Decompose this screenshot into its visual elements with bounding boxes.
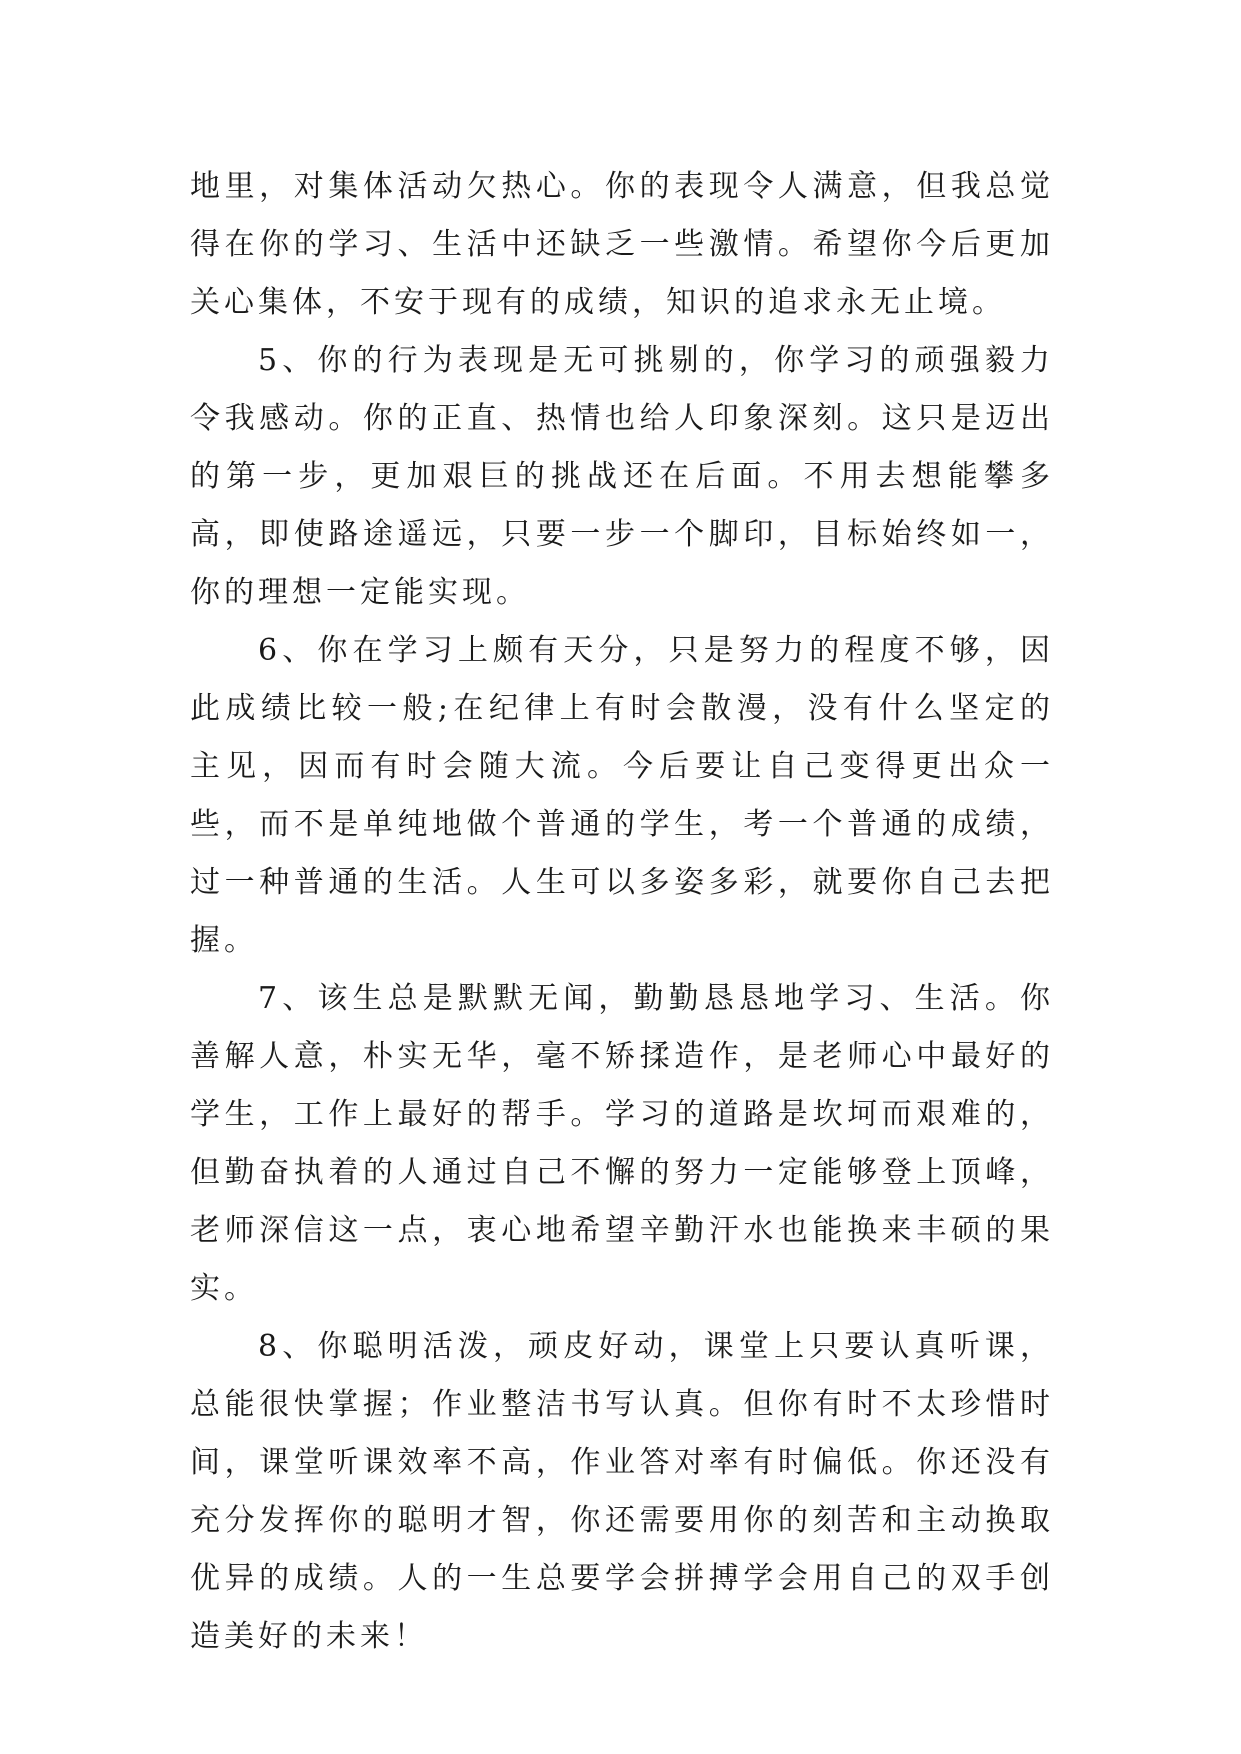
- paragraph-comment-7: 7、该生总是默默无闻，勤勤恳恳地学习、生活。你善解人意，朴实无华，毫不矫揉造作，是老师心中最好的学生，工作上最好的帮手。学习的道路是坎坷而艰难的，但勤奋执着的人通过自己不懈的努力一定能够登上顶峰，老师深信这一点，衷心地希望辛勤汗水也能换来丰硕的果实。: [190, 981, 1054, 1306]
- paragraph-continued: 地里，对集体活动欠热心。你的表现令人满意，但我总觉得在你的学习、生活中还缺乏一些激情。希望你今后更加关心集体，不安于现有的成绩，知识的追求永无止境。: [190, 169, 1054, 320]
- document-body: [190, 158, 1054, 1666]
- paragraph-comment-6: 6、你在学习上颇有天分，只是努力的程度不够，因此成绩比较一般;在纪律上有时会散漫，没有什么坚定的主见，因而有时会随大流。今后要让自己变得更出众一些，而不是单纯地做个普通的学生，考一个普通的成绩，过一种普通的生活。人生可以多姿多彩，就要你自己去把握。: [190, 633, 1054, 958]
- paragraph-comment-5: 5、你的行为表现是无可挑剔的，你学习的顽强毅力令我感动。你的正直、热情也给人印象深刻。这只是迈出的第一步，更加艰巨的挑战还在后面。不用去想能攀多高，即使路途遥远，只要一步一个脚印，目标始终如一，你的理想一定能实现。: [190, 343, 1054, 610]
- paragraph-comment-8: 8、你聪明活泼，顽皮好动，课堂上只要认真听课，总能很快掌握；作业整洁书写认真。但你有时不太珍惜时间，课堂听课效率不高，作业答对率有时偏低。你还没有充分发挥你的聪明才智，你还需要用你的刻苦和主动换取优异的成绩。人的一生总要学会拼搏学会用自己的双手创造美好的未来！: [190, 1329, 1054, 1654]
